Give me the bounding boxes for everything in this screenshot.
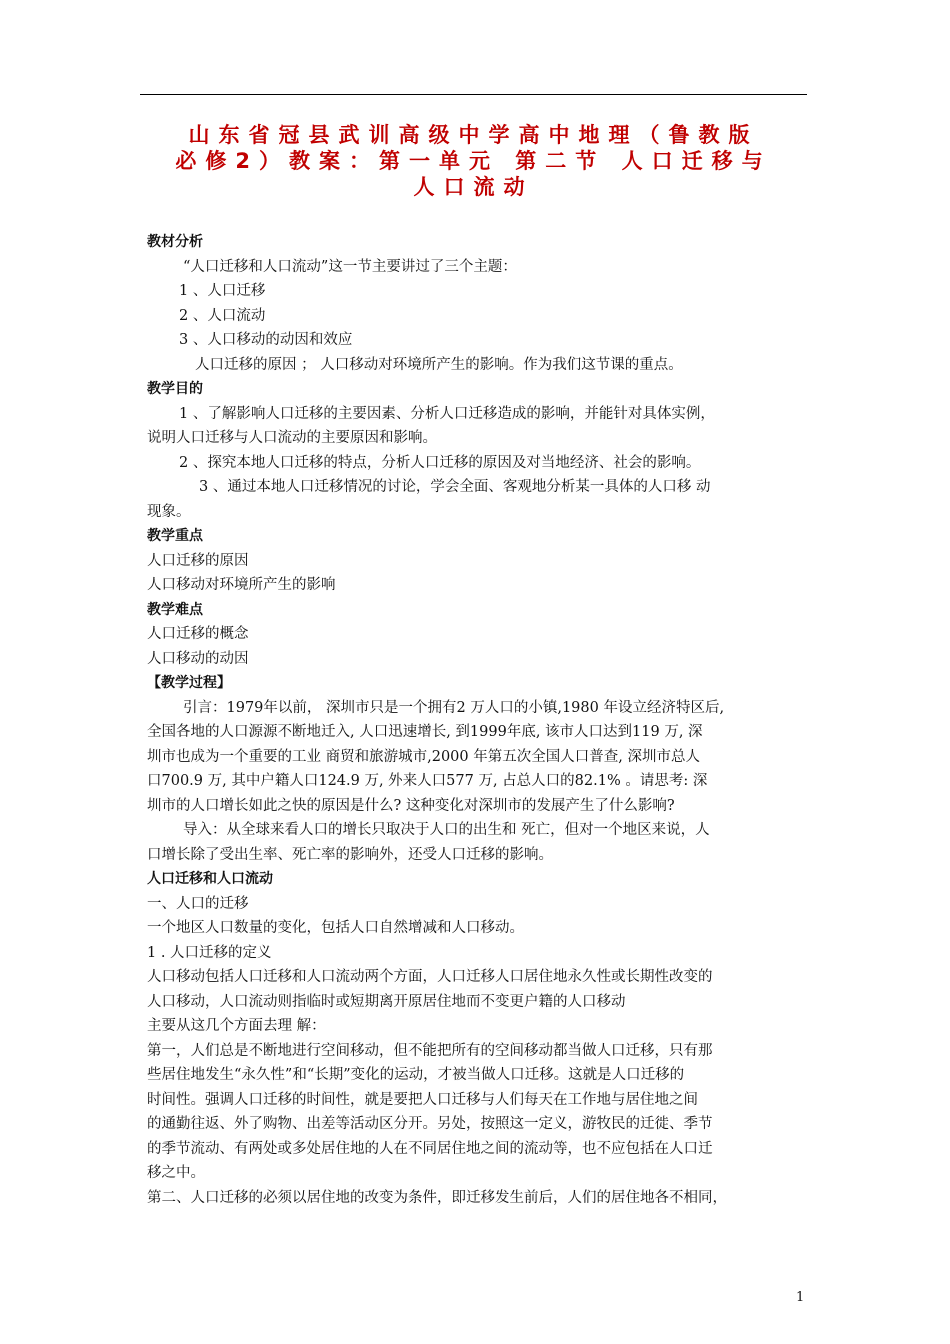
paragraph-line: 人口迁移的原因	[147, 552, 249, 569]
section-heading: 【教学过程】	[147, 675, 231, 691]
section-heading: 教学难点	[147, 601, 203, 618]
paragraph-line: 现象。	[147, 503, 191, 520]
paragraph-line: 说明人口迁移与人口流动的主要原因和影响。	[147, 430, 437, 446]
paragraph-line: 2 、探究本地人口迁移的特点，分析人口迁移的原因及对当地经济、社会的影响。	[179, 454, 701, 471]
paragraph-line: 人口迁移的原因 ； 人口移动对环境所产生的影响。作为我们这节课的重点。	[195, 356, 683, 373]
document-title	[140, 122, 807, 200]
paragraph-line: 3 、通过本地人口迁移情况的讨论，学会全面、客观地分析某一具体的人口移 动	[199, 479, 711, 495]
paragraph-line: 的通勤往返、外了购物、出差等活动区分开。另处，按照这一定义，游牧民的迁徙、季节	[147, 1116, 713, 1132]
paragraph-line: 1 . 人口迁移的定义	[147, 944, 272, 961]
paragraph-line: 引言：1979年以前， 深圳市只是一个拥有2 万人口的小镇,1980 年设立经济特区后,	[183, 699, 725, 716]
paragraph-line: 人口移动的动因	[147, 650, 249, 667]
paragraph-line: 1 、了解影响人口迁移的主要因素、分析人口迁移造成的影响，并能针对具体实例，	[179, 405, 715, 422]
paragraph-line: 时间性。强调人口迁移的时间性，就是要把人口迁移与人们每天在工作地与居住地之间	[147, 1091, 698, 1108]
paragraph-line: 的季节流动、有两处或多处居住地的人在不同居住地之间的流动等，也不应包括在人口迁	[147, 1140, 713, 1157]
document-body	[147, 230, 802, 1210]
paragraph-line: “人口迁移和人口流动”这一节主要讲过了三个主题：	[183, 258, 517, 275]
paragraph-line: 1 、人口迁移	[179, 283, 266, 299]
paragraph-line: 主要从这几个方面去理 解：	[147, 1018, 326, 1034]
title-line: 必修2）教案：第一单元 第二节 人口迁移与	[175, 149, 772, 173]
paragraph-line: 移之中。	[147, 1165, 205, 1181]
paragraph-line: 些居住地发生“永久性”和“长期”变化的运动，才被当做人口迁移。这就是人口迁移的	[147, 1067, 685, 1083]
paragraph-line: 人口移动，人口流动则指临时或短期离开原居住地而不变更户籍的人口移动	[147, 993, 626, 1010]
paragraph-line: 3 、人口移动的动因和效应	[179, 332, 353, 348]
paragraph-line: 第一，人们总是不断地进行空间移动，但不能把所有的空间移动都当做人口迁移，只有那	[147, 1042, 713, 1059]
paragraph-line: 圳市的人口增长如此之快的原因是什么? 这种变化对深圳市的发展产生了什么影响?	[147, 797, 675, 814]
page-number: 1	[796, 1290, 805, 1305]
title-line: 人口流动	[413, 175, 534, 199]
paragraph-line: 一、人口的迁移	[147, 895, 249, 912]
paragraph-line: 全国各地的人口源源不断地迁入, 人口迅速增长, 到1999年底, 该市人口达到119 万, 深	[147, 724, 703, 740]
paragraph-line: 导入：从全球来看人口的增长只取决于人口的出生和 死亡，但对一个地区来说，人	[183, 822, 710, 838]
section-heading: 教材分析	[147, 234, 203, 250]
paragraph-line: 人口移动对环境所产生的影响	[147, 577, 336, 593]
title-line: 山东省冠县武训高级中学高中地理（鲁教版	[188, 123, 759, 147]
paragraph-line: 圳市也成为一个重要的工业 商贸和旅游城市,2000 年第五次全国人口普查, 深圳市总人	[147, 748, 700, 765]
header-rule	[140, 94, 807, 95]
paragraph-line: 口700.9 万, 其中户籍人口124.9 万, 外来人口577 万, 占总人口的82.1% 。请思考: 深	[147, 773, 708, 789]
paragraph-line: 一个地区人口数量的变化，包括人口自然增减和人口移动。	[147, 920, 524, 936]
paragraph-line: 第二、人口迁移的必须以居住地的改变为条件，即迁移发生前后，人们的居住地各不相同，	[147, 1189, 727, 1206]
paragraph-line: 人口移动包括人口迁移和人口流动两个方面，人口迁移人口居住地永久性或长期性改变的	[147, 969, 713, 985]
section-heading: 教学重点	[147, 528, 203, 544]
paragraph-line: 口增长除了受出生率、死亡率的影响外，还受人口迁移的影响。	[147, 846, 553, 863]
paragraph-line: 2 、人口流动	[179, 307, 266, 324]
paragraph-line: 人口迁移的概念	[147, 626, 249, 642]
section-heading: 教学目的	[147, 381, 203, 397]
section-heading: 人口迁移和人口流动	[147, 871, 273, 887]
